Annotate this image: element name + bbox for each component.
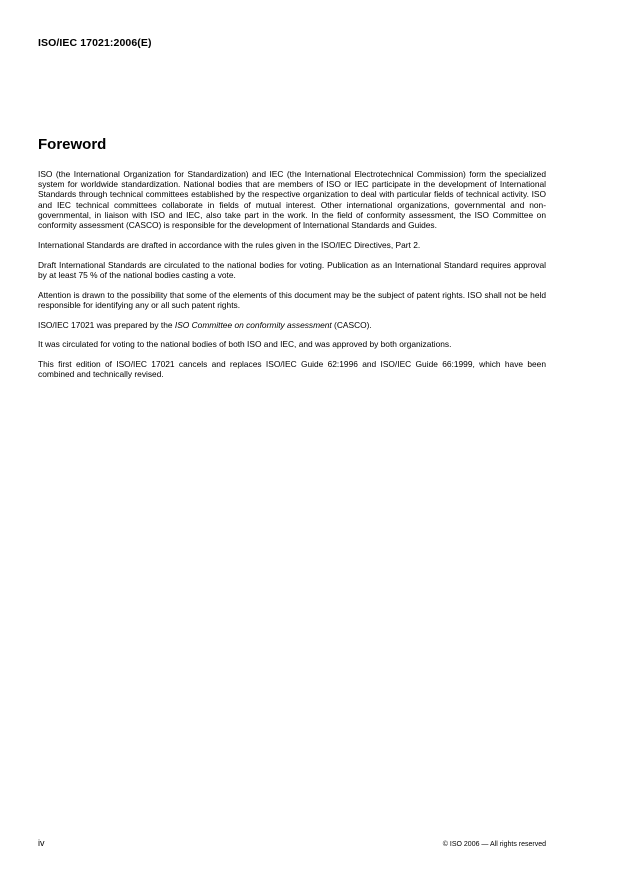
copyright-notice: © ISO 2006 — All rights reserved bbox=[442, 841, 546, 848]
page-title: Foreword bbox=[38, 136, 107, 153]
paragraph-circulation: It was circulated for voting to the national bodies of both ISO and IEC, and was approved by both organizations. bbox=[38, 339, 452, 350]
paragraph-drafting-rules: International Standards are drafted in accordance with the rules given in the ISO/IEC Directives, Part 2. bbox=[38, 239, 421, 250]
prepared-by-text: ISO/IEC 17021 was prepared by the bbox=[38, 319, 175, 330]
document-id-header: ISO/IEC 17021:2006(E) bbox=[38, 37, 152, 49]
foreword-body bbox=[38, 169, 546, 389]
paragraph-prepared-by bbox=[38, 320, 546, 330]
paragraph-patent-notice: Attention is drawn to the possibility that some of the elements of this document may be the subject of patent rights. ISO shall not be held responsible for identifying any or all such patent rights. bbox=[38, 289, 546, 310]
paragraph-voting: Draft International Standards are circulated to the national bodies for voting. Publication as an International Standard requires approval by at least 75 % of the national bodies casting a vote. bbox=[38, 259, 546, 280]
page-number: iv bbox=[38, 838, 45, 848]
prepared-by-suffix: (CASCO). bbox=[331, 319, 372, 330]
committee-name: ISO Committee on conformity assessment bbox=[174, 319, 332, 330]
paragraph-edition-note: This first edition of ISO/IEC 17021 cancels and replaces ISO/IEC Guide 62:1996 and ISO/IEC Guide 66:1999, which have been combined and technically revised. bbox=[38, 359, 546, 380]
paragraph-iso-iec-intro: ISO (the International Organization for Standardization) and IEC (the International Electrotechnical Commission) form the specialized system for worldwide standardization. National bodies that are members of ISO or IEC participate in the development of International Standards through technical committees established by the respective organization to deal with particular fields of technical activity. ISO and IEC technical committees collaborate in fields of mutual interest. Other international organizations, governmental and non-governmental, in liaison with ISO and IEC, also take part in the work. In the field of conformity assessment, the ISO Committee on conformity assessment (CASCO) is responsible for the development of International Standards and Guides. bbox=[38, 169, 546, 231]
